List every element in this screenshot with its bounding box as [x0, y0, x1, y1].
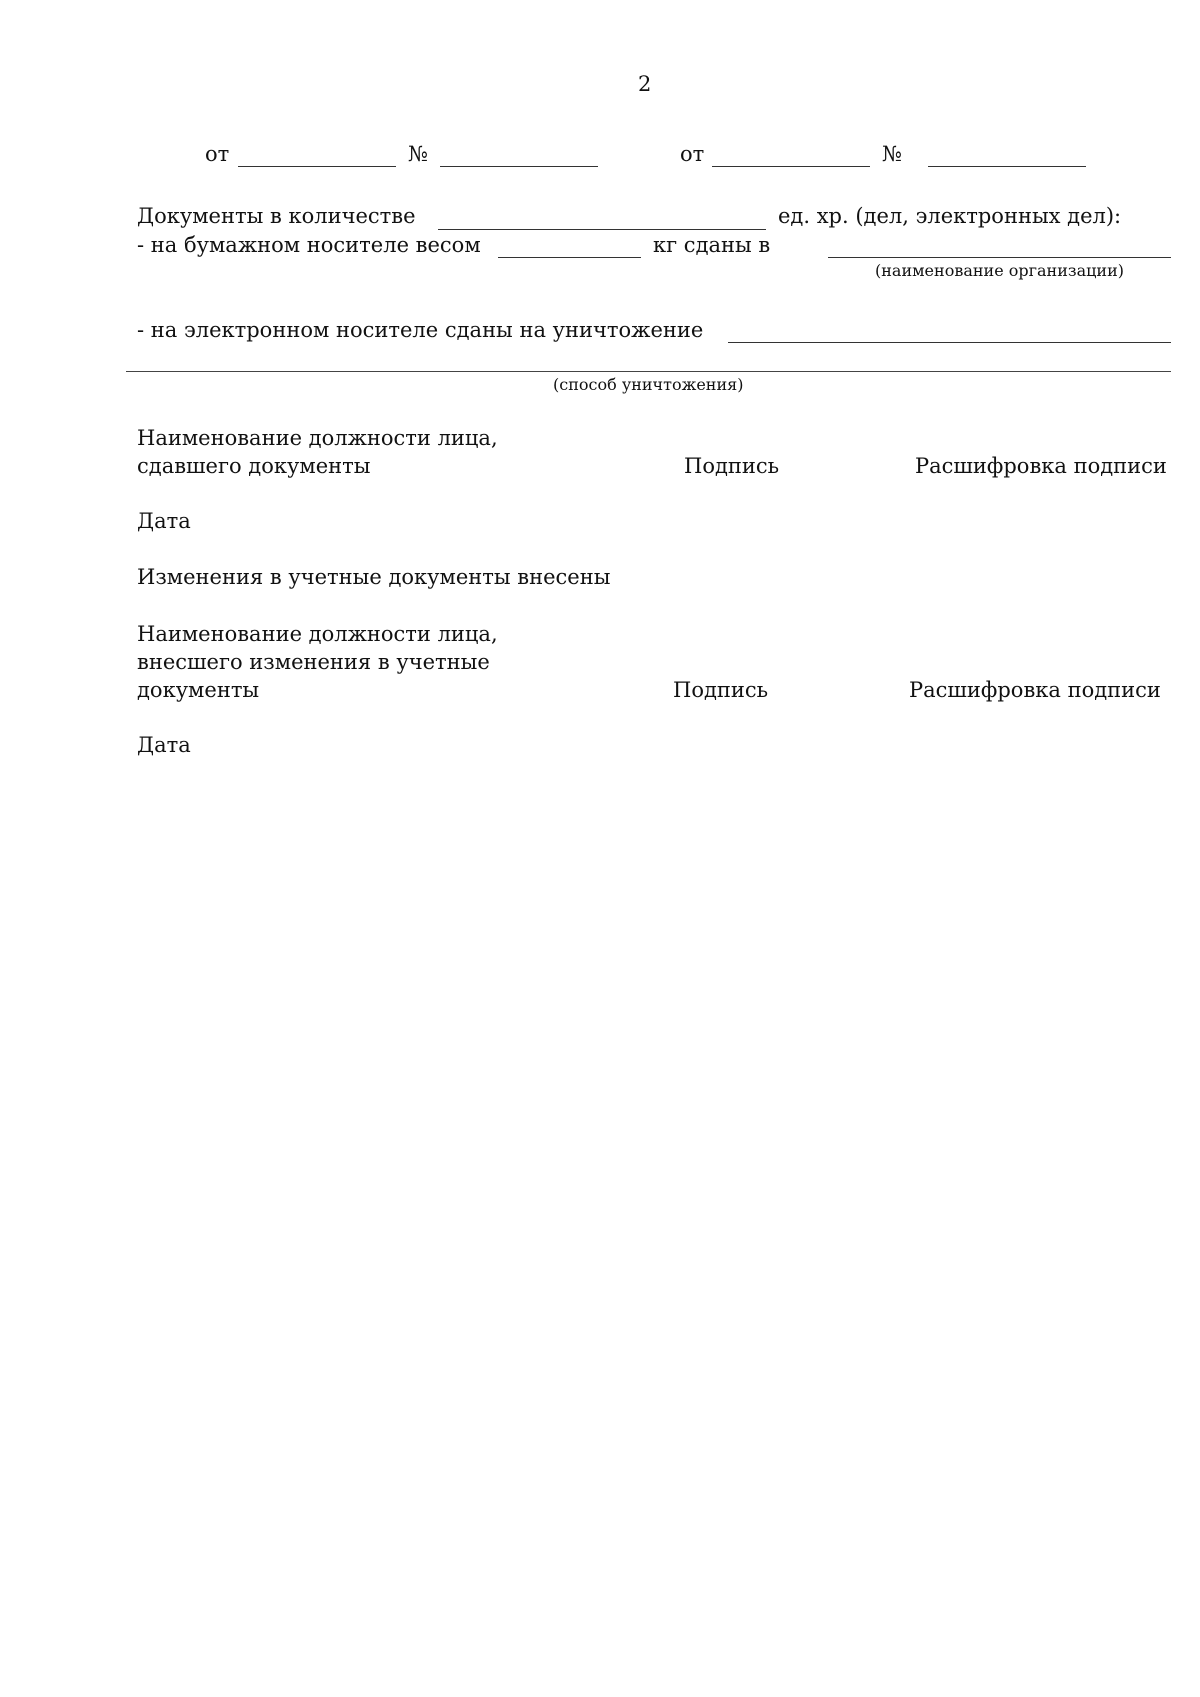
destruction-field-part1[interactable]	[728, 342, 1171, 343]
changes-entered-label: Изменения в учетные документы внесены	[137, 565, 611, 589]
position-title-label-2a: Наименование должности лица,	[137, 622, 498, 646]
number-sign-1: №	[408, 142, 428, 166]
date-field-2[interactable]	[712, 166, 870, 167]
number-field-2[interactable]	[928, 166, 1086, 167]
date-field-1[interactable]	[238, 166, 396, 167]
organization-caption: (наименование организации)	[875, 261, 1124, 280]
organization-field[interactable]	[828, 257, 1171, 258]
signature-label-1: Подпись	[684, 454, 780, 478]
number-field-1[interactable]	[440, 166, 598, 167]
position-title-label-2c: документы	[137, 678, 260, 702]
electronic-carrier-label: - на электронном носителе сданы на уничтожение	[137, 318, 704, 342]
date-label-1: Дата	[137, 509, 191, 533]
position-title-label-1a: Наименование должности лица,	[137, 426, 498, 450]
position-title-label-2b: внесшего изменения в учетные	[137, 650, 490, 674]
page-number: 2	[638, 72, 652, 96]
ot-label-1: от	[205, 142, 230, 166]
signature-decoding-label-1: Расшифровка подписи	[915, 454, 1167, 478]
documents-count-label: Документы в количестве	[137, 204, 416, 228]
documents-count-field[interactable]	[438, 229, 766, 230]
signature-decoding-label-2: Расшифровка подписи	[909, 678, 1161, 702]
date-label-2: Дата	[137, 733, 191, 757]
units-label: ед. хр. (дел, электронных дел):	[778, 204, 1122, 228]
position-title-label-1b: сдавшего документы	[137, 454, 371, 478]
weight-field[interactable]	[498, 257, 641, 258]
paper-carrier-label: - на бумажном носителе весом	[137, 233, 481, 257]
destruction-method-caption: (способ уничтожения)	[553, 375, 744, 394]
kg-handed-label: кг сданы в	[653, 233, 771, 257]
signature-label-2: Подпись	[673, 678, 769, 702]
ot-label-2: от	[680, 142, 705, 166]
destruction-field-part2[interactable]	[126, 371, 1171, 372]
number-sign-2: №	[882, 142, 902, 166]
